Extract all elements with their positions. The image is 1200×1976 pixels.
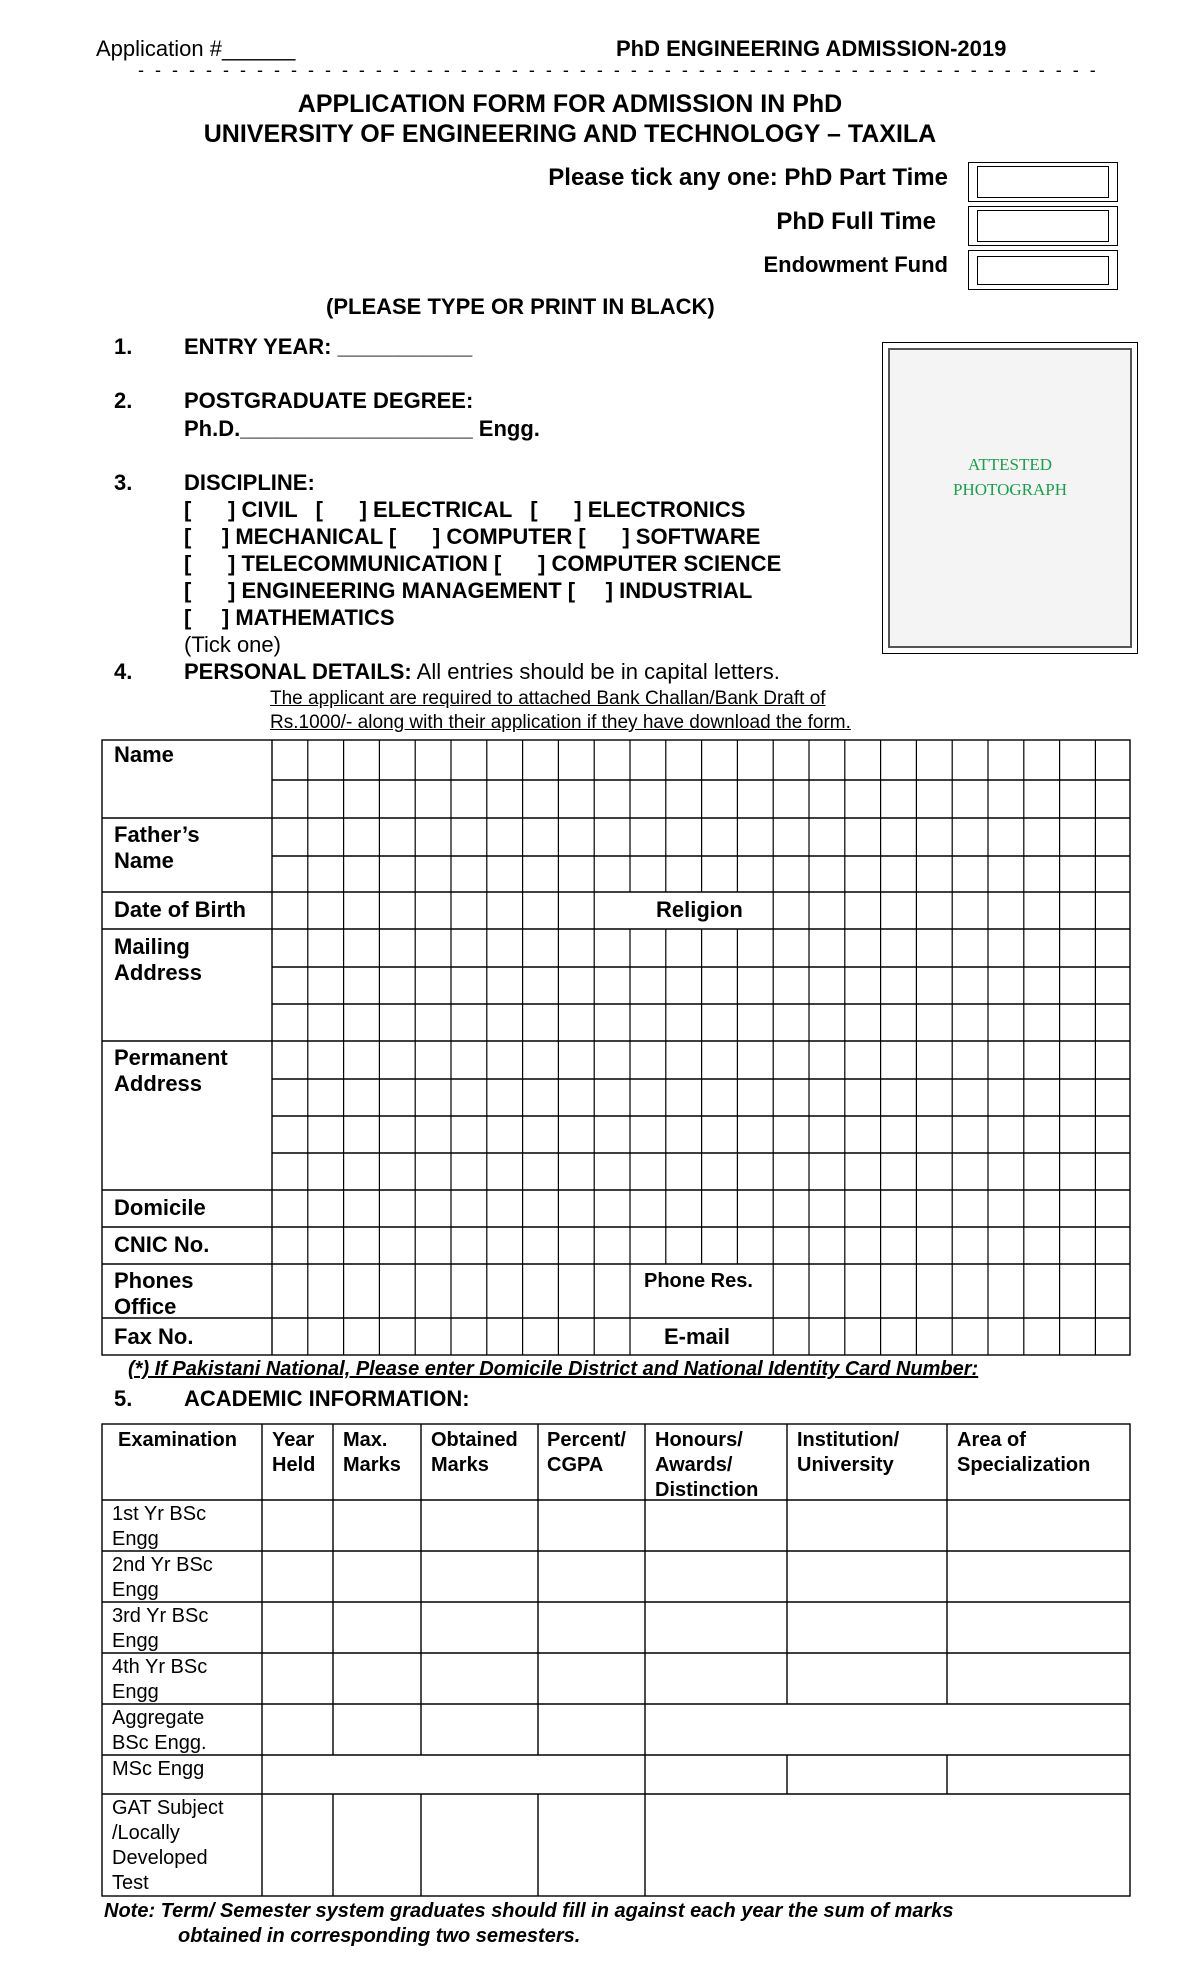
phd-degree-line: Ph.D.___________________ Engg. bbox=[184, 416, 540, 441]
discipline-row-2[interactable]: [ ] MECHANICAL [ ] COMPUTER [ ] SOFTWARE bbox=[184, 524, 761, 549]
col-area-of-specialization: Area of Specialization bbox=[957, 1429, 1091, 1476]
email-label: E-mail bbox=[664, 1324, 731, 1349]
mailing-address-label-1: Mailing bbox=[114, 934, 190, 959]
section-5-number: 5. bbox=[114, 1386, 133, 1411]
row-aggregate: Aggregate BSc Engg. bbox=[112, 1707, 207, 1754]
row-4th-yr: 4th Yr BSc Engg bbox=[112, 1656, 208, 1703]
name-label: Name bbox=[114, 742, 174, 767]
instruction: (PLEASE TYPE OR PRINT IN BLACK) bbox=[326, 294, 715, 319]
row-gat: GAT Subject /Locally Developed Test bbox=[112, 1797, 224, 1894]
row-3rd-yr: 3rd Yr BSc Engg bbox=[112, 1605, 209, 1652]
phones-office-label-1: Phones bbox=[114, 1268, 194, 1293]
tick-one-note: (Tick one) bbox=[184, 632, 281, 657]
personal-details-title: PERSONAL DETAILS: bbox=[184, 659, 412, 684]
challan-note-1: The applicant are required to attached Bank Challan/Bank Draft of bbox=[270, 688, 826, 709]
discipline-row-3[interactable]: [ ] TELECOMMUNICATION [ ] COMPUTER SCIENCE bbox=[184, 551, 782, 576]
section-3-number: 3. bbox=[114, 470, 133, 495]
phd-full-time-label: PhD Full Time bbox=[776, 208, 936, 235]
entry-year: ENTRY YEAR: ___________ bbox=[184, 334, 473, 359]
date-of-birth-label: Date of Birth bbox=[114, 897, 246, 922]
phd-part-time-label: Please tick any one: PhD Part Time bbox=[548, 164, 948, 191]
footer-note-2: obtained in corresponding two semesters. bbox=[178, 1925, 581, 1947]
cnic-label: CNIC No. bbox=[114, 1232, 210, 1257]
religion-label: Religion bbox=[656, 897, 743, 922]
section-4-number: 4. bbox=[114, 659, 133, 684]
university-title: UNIVERSITY OF ENGINEERING AND TECHNOLOGY – TAXILA bbox=[203, 120, 937, 148]
phones-office-label-2: Office bbox=[114, 1294, 177, 1319]
father-name-label-1: Father’s bbox=[114, 822, 200, 847]
col-obtained-marks: Obtained Marks bbox=[431, 1429, 518, 1476]
permanent-address-label-2: Address bbox=[114, 1071, 203, 1096]
col-honours: Honours/ Awards/ Distinction bbox=[655, 1429, 759, 1501]
application-number: Application #______ bbox=[96, 36, 296, 61]
row-msc: MSc Engg bbox=[112, 1758, 205, 1780]
row-2nd-yr: 2nd Yr BSc Engg bbox=[112, 1554, 213, 1601]
fax-label: Fax No. bbox=[114, 1324, 194, 1349]
col-year-held: Year Held bbox=[272, 1429, 316, 1476]
discipline-row-5[interactable]: [ ] MATHEMATICS bbox=[184, 605, 395, 630]
col-max-marks: Max. Marks bbox=[343, 1429, 401, 1476]
challan-note-2: Rs.1000/- along with their application if they have download the form. bbox=[270, 712, 851, 733]
form-title: APPLICATION FORM FOR ADMISSION IN PhD bbox=[297, 90, 843, 118]
row-1st-yr: 1st Yr BSc Engg bbox=[112, 1503, 207, 1550]
col-institution: Institution/ University bbox=[797, 1429, 900, 1476]
admission-title: PhD ENGINEERING ADMISSION-2019 bbox=[616, 36, 1007, 61]
footer-note-1: Note: Term/ Semester system graduates should fill in against each year the sum of marks bbox=[104, 1900, 954, 1922]
father-name-label-2: Name bbox=[114, 848, 174, 873]
phone-res-label: Phone Res. bbox=[644, 1270, 753, 1292]
col-examination: Examination bbox=[118, 1429, 237, 1451]
academic-info-title: ACADEMIC INFORMATION: bbox=[184, 1386, 470, 1411]
postgraduate-degree: POSTGRADUATE DEGREE: bbox=[184, 388, 474, 413]
col-percent-cgpa: Percent/ CGPA bbox=[547, 1429, 626, 1476]
domicile-note: (*) If Pakistani National, Please enter Domicile District and National Identity Card Number: bbox=[128, 1358, 979, 1380]
discipline-row-4[interactable]: [ ] ENGINEERING MANAGEMENT [ ] INDUSTRIAL bbox=[184, 578, 753, 603]
header-divider: - - - - - - - - - - - - - - - - - - - - - - - - - - - - - - - - - - - - - - - - - - - - - - - - - - - - - - - - - bbox=[138, 60, 1099, 80]
endowment-fund-label: Endowment Fund bbox=[763, 252, 948, 277]
personal-details-note: All entries should be in capital letters. bbox=[411, 659, 780, 684]
domicile-label: Domicile bbox=[114, 1195, 206, 1220]
discipline-row-1[interactable]: [ ] CIVIL [ ] ELECTRICAL [ ] ELECTRONICS bbox=[184, 497, 746, 522]
section-2-number: 2. bbox=[114, 388, 133, 413]
permanent-address-label-1: Permanent bbox=[114, 1045, 228, 1070]
photo-caption-2: PHOTOGRAPH bbox=[953, 480, 1067, 499]
mailing-address-label-2: Address bbox=[114, 960, 203, 985]
discipline-heading: DISCIPLINE: bbox=[184, 470, 315, 495]
photo-caption-1: ATTESTED bbox=[967, 455, 1053, 474]
section-1-number: 1. bbox=[114, 334, 133, 359]
